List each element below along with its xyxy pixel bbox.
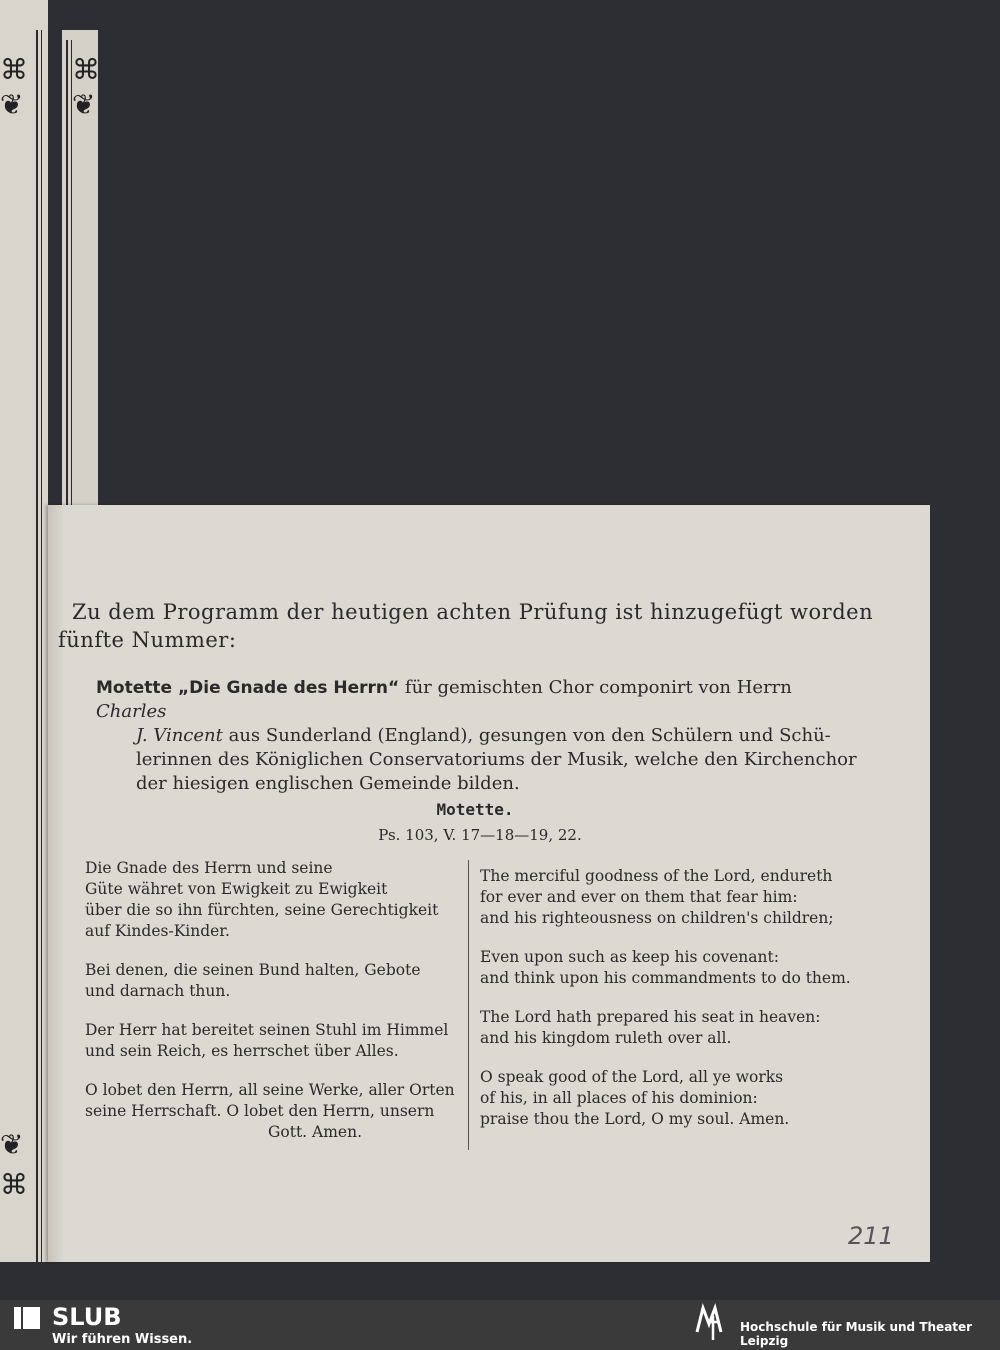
- verse-line: The Lord hath prepared his seat in heaven:: [480, 1008, 821, 1026]
- motette-title: Motette „Die Gnade des Herrn“: [96, 678, 400, 698]
- verse-line: for ever and ever on them that fear him:: [480, 888, 798, 906]
- verse-line: auf Kindes-Kinder.: [85, 922, 230, 940]
- verse-line: Die Gnade des Herrn und seine: [85, 859, 333, 877]
- verse-line: und sein Reich, es herrschet über Alles.: [85, 1042, 399, 1060]
- motette-desc-line-3: lerinnen des Königlichen Conservatoriums der Musik, welche den Kirchenchor: [136, 749, 857, 770]
- motette-desc-part-2: aus Sunderland (England), gesungen von den Schülern und Schü-: [222, 725, 831, 746]
- motette-description: [96, 676, 861, 796]
- verse-line: Bei denen, die seinen Bund halten, Gebote: [85, 961, 421, 979]
- verse-line: and his kingdom ruleth over all.: [480, 1029, 732, 1047]
- slub-logo-icon[interactable]: [14, 1305, 40, 1331]
- library-tagline: Wir führen Wissen.: [52, 1332, 193, 1347]
- verse-line: und darnach thun.: [85, 982, 231, 1000]
- sheet-fold-shadow: [48, 505, 64, 1262]
- verse-line: Gott. Amen.: [268, 1123, 362, 1141]
- verse-line: and his righteousness on children's children;: [480, 909, 834, 927]
- page-number: 211: [848, 1222, 894, 1250]
- german-stanza: [85, 960, 465, 1002]
- verse-line: praise thou the Lord, O my soul. Amen.: [480, 1110, 790, 1128]
- intro-line-1: Zu dem Programm der heutigen achten Prüfung ist hinzugefügt worden: [72, 600, 874, 624]
- motette-desc-line-4: der hiesigen englischen Gemeinde bilden.: [136, 773, 520, 794]
- composer-first: Charles: [96, 701, 167, 722]
- ornament-icon: ❦: [0, 1128, 24, 1161]
- institution-name[interactable]: Hochschule für Musik und Theater Leipzig: [740, 1320, 973, 1348]
- english-stanza: [480, 947, 855, 989]
- ornament-icon: ❦: [0, 88, 24, 121]
- english-stanza: [480, 1067, 855, 1130]
- verse-line: The merciful goodness of the Lord, endureth: [480, 867, 833, 885]
- german-stanza: [85, 1080, 465, 1143]
- verse-line: Güte währet von Ewigkeit zu Ewigkeit: [85, 880, 388, 898]
- intro-text: [58, 598, 874, 652]
- section-heading: Motette.: [436, 800, 514, 819]
- verse-line: über die so ihn fürchten, seine Gerechtigkeit: [85, 901, 439, 919]
- ornament-icon: ⌘: [0, 1168, 28, 1201]
- german-stanza: [85, 1020, 465, 1062]
- library-name[interactable]: SLUB: [52, 1303, 122, 1331]
- page-border-line: [66, 40, 68, 505]
- verse-line: Even upon such as keep his covenant:: [480, 948, 779, 966]
- verse-line: O lobet den Herrn, all seine Werke, aller Orten: [85, 1081, 455, 1099]
- english-stanza: [480, 1007, 855, 1049]
- motette-desc-part-1: für gemischten Chor componirt von Herrn: [399, 677, 792, 698]
- german-stanza: [85, 858, 465, 942]
- page-border-line: [41, 30, 42, 1262]
- verse-line: seine Herrschaft. O lobet den Herrn, unsern: [85, 1102, 435, 1120]
- ornament-icon: ⌘: [72, 53, 100, 86]
- german-column: [85, 858, 465, 1161]
- motette-desc-line-2: [96, 724, 861, 748]
- ornament-icon: ⌘: [0, 53, 28, 86]
- verse-line: and think upon his commandments to do them.: [480, 969, 851, 987]
- composer-last: J. Vincent: [136, 725, 223, 746]
- intro-line-2: fünfte Nummer:: [58, 628, 237, 652]
- page-border-line: [36, 30, 38, 1262]
- section-subheading: Ps. 103, V. 17—18—19, 22.: [378, 826, 582, 844]
- verse-line: O speak good of the Lord, all ye works: [480, 1068, 784, 1086]
- ornament-icon: ❦: [72, 88, 96, 121]
- column-divider: [468, 860, 469, 1150]
- english-column: [480, 866, 855, 1148]
- english-stanza: [480, 866, 855, 929]
- verse-line: Der Herr hat bereitet seinen Stuhl im Himmel: [85, 1021, 449, 1039]
- hmt-logo-icon[interactable]: [693, 1302, 729, 1342]
- verse-line: of his, in all places of his dominion:: [480, 1089, 758, 1107]
